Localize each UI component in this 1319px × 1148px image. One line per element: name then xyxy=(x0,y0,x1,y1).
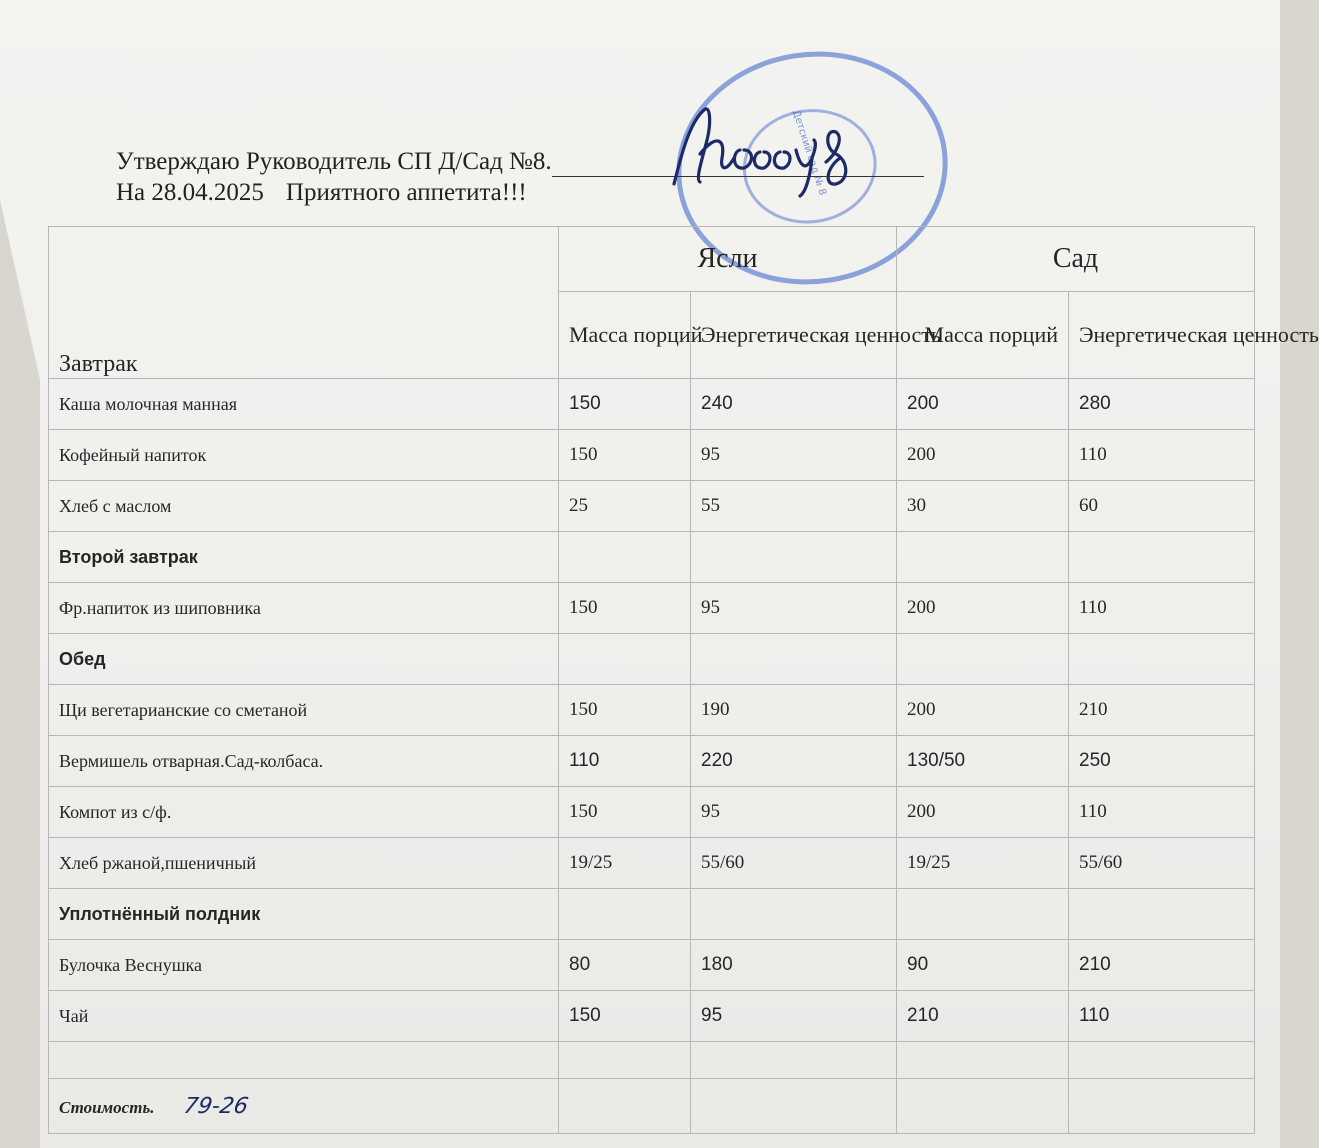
kindergarten-energy-cell: 110 xyxy=(1069,991,1255,1042)
section-header-breakfast: Завтрак xyxy=(49,227,559,379)
kindergarten-mass-cell: 200 xyxy=(897,583,1069,634)
dish-name: Компот из с/ф. xyxy=(49,787,559,838)
nursery-energy-cell: 95 xyxy=(691,991,897,1042)
kindergarten-mass-cell: 90 xyxy=(897,940,1069,991)
menu-table xyxy=(48,226,1319,1134)
nursery-energy-cell: 220 xyxy=(691,736,897,787)
nursery-mass-cell: 150 xyxy=(559,685,691,736)
section-row xyxy=(49,889,1255,940)
nursery-energy-cell: 190 xyxy=(691,685,897,736)
kindergarten-mass-cell: 30 xyxy=(897,481,1069,532)
cost-cell xyxy=(49,1079,559,1134)
menu-date: На 28.04.2025 xyxy=(116,179,264,206)
kindergarten-energy-cell: 55/60 xyxy=(1069,838,1255,889)
dish-name: Фр.напиток из шиповника xyxy=(49,583,559,634)
column-header-energy: Энергетическая ценность xyxy=(1069,292,1255,379)
handwritten-signature xyxy=(660,92,900,202)
kindergarten-energy-cell: 110 xyxy=(1069,787,1255,838)
dish-name: Щи вегетарианские со сметаной xyxy=(49,685,559,736)
kindergarten-energy-cell: 210 xyxy=(1069,940,1255,991)
nursery-energy-cell: 55/60 xyxy=(691,838,897,889)
kindergarten-energy-cell: 210 xyxy=(1069,685,1255,736)
wish-text: Приятного аппетита!!! xyxy=(285,179,527,206)
nursery-mass-cell: 19/25 xyxy=(559,838,691,889)
table-row xyxy=(49,685,1255,736)
kindergarten-mass-cell: 130/50 xyxy=(897,736,1069,787)
table-row xyxy=(49,481,1255,532)
column-header-energy: Энергетическая ценность xyxy=(691,292,897,379)
dish-name: Чай xyxy=(49,991,559,1042)
kindergarten-mass-cell: 200 xyxy=(897,430,1069,481)
empty-row xyxy=(49,1042,1255,1079)
kindergarten-mass-cell: 200 xyxy=(897,787,1069,838)
menu-body xyxy=(49,379,1255,1042)
section-row xyxy=(49,532,1255,583)
nursery-mass-cell: 110 xyxy=(559,736,691,787)
kindergarten-energy-cell: 110 xyxy=(1069,430,1255,481)
table-row xyxy=(49,736,1255,787)
dish-name: Кофейный напиток xyxy=(49,430,559,481)
group-kindergarten: Сад xyxy=(897,227,1255,292)
table-row xyxy=(49,583,1255,634)
kindergarten-mass-cell: 200 xyxy=(897,685,1069,736)
kindergarten-energy-cell: 60 xyxy=(1069,481,1255,532)
section-title: Уплотнённый полдник xyxy=(49,889,559,940)
nursery-mass-cell: 150 xyxy=(559,583,691,634)
dish-name: Булочка Веснушка xyxy=(49,940,559,991)
kindergarten-mass-cell: 200 xyxy=(897,379,1069,430)
table-row xyxy=(49,838,1255,889)
nursery-mass-cell: 80 xyxy=(559,940,691,991)
table-row xyxy=(49,787,1255,838)
nursery-energy-cell: 240 xyxy=(691,379,897,430)
dish-name: Каша молочная манная xyxy=(49,379,559,430)
kindergarten-energy-cell: 110 xyxy=(1069,583,1255,634)
section-title: Обед xyxy=(49,634,559,685)
nursery-mass-cell: 150 xyxy=(559,991,691,1042)
nursery-energy-cell: 55 xyxy=(691,481,897,532)
column-header-mass: Масса порций xyxy=(559,292,691,379)
nursery-mass-cell: 150 xyxy=(559,379,691,430)
table-row xyxy=(49,940,1255,991)
stamp-text: Детский сад № 8 xyxy=(789,108,828,197)
kindergarten-energy-cell: 280 xyxy=(1069,379,1255,430)
section-title: Второй завтрак xyxy=(49,532,559,583)
group-nursery: Ясли xyxy=(559,227,897,292)
approval-text: Утверждаю Руководитель СП Д/Сад №8. xyxy=(116,148,552,175)
dish-name: Вермишель отварная.Сад-колбаса. xyxy=(49,736,559,787)
nursery-energy-cell: 180 xyxy=(691,940,897,991)
cost-row xyxy=(49,1079,1255,1134)
group-header-row xyxy=(49,227,1255,292)
dish-name: Хлеб с маслом xyxy=(49,481,559,532)
table-row xyxy=(49,379,1255,430)
nursery-mass-cell: 150 xyxy=(559,430,691,481)
kindergarten-energy-cell: 250 xyxy=(1069,736,1255,787)
table-row xyxy=(49,991,1255,1042)
dish-name: Хлеб ржаной,пшеничный xyxy=(49,838,559,889)
nursery-mass-cell: 25 xyxy=(559,481,691,532)
nursery-mass-cell: 150 xyxy=(559,787,691,838)
nursery-energy-cell: 95 xyxy=(691,787,897,838)
cost-label: Стоимость. xyxy=(59,1097,155,1117)
column-header-mass: Масса порций xyxy=(897,292,1069,379)
section-row xyxy=(49,634,1255,685)
cost-value-handwritten: 79-26 xyxy=(182,1093,251,1119)
nursery-energy-cell: 95 xyxy=(691,430,897,481)
table-row xyxy=(49,430,1255,481)
kindergarten-mass-cell: 210 xyxy=(897,991,1069,1042)
nursery-energy-cell: 95 xyxy=(691,583,897,634)
kindergarten-mass-cell: 19/25 xyxy=(897,838,1069,889)
